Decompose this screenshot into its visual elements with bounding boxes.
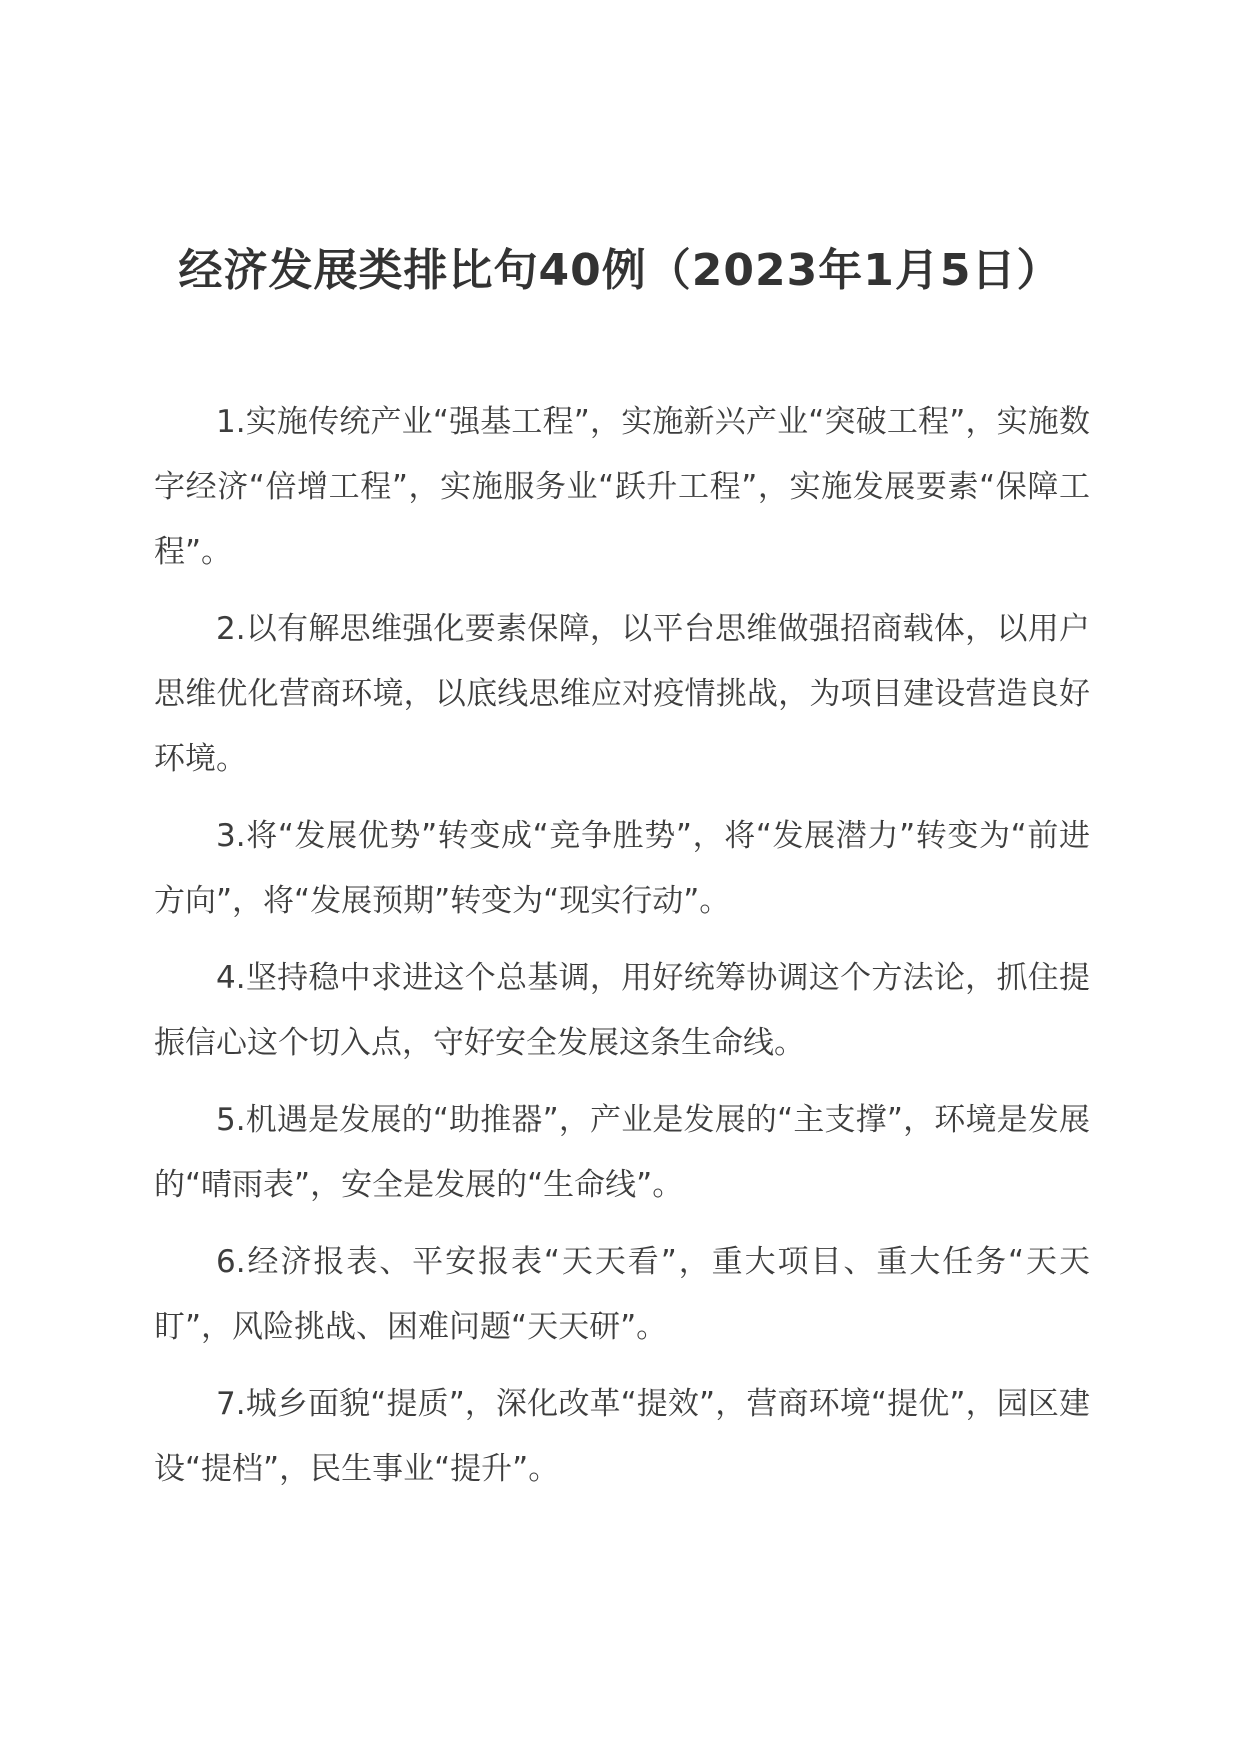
- document-title: 经济发展类排比句40例（2023年1月5日）: [178, 245, 1062, 296]
- paragraph-5: 5.机遇是发展的“助推器”，产业是发展的“主支撑”，环境是发展的“晴雨表”，安全是发展的“生命线”。: [154, 1102, 1090, 1203]
- document-body: [154, 390, 1090, 1514]
- paragraph-7: 7.城乡面貌“提质”，深化改革“提效”，营商环境“提优”，园区建设“提档”，民生事业“提升”。: [154, 1386, 1090, 1487]
- paragraph-6: 6.经济报表、平安报表“天天看”，重大项目、重大任务“天天盯”，风险挑战、困难问题“天天研”。: [154, 1244, 1090, 1345]
- paragraph-4: 4.坚持稳中求进这个总基调，用好统筹协调这个方法论，抓住提振信心这个切入点，守好安全发展这条生命线。: [154, 960, 1090, 1061]
- paragraph-3: 3.将“发展优势”转变成“竞争胜势”，将“发展潜力”转变为“前进方向”，将“发展预期”转变为“现实行动”。: [154, 818, 1090, 919]
- paragraph-1: 1.实施传统产业“强基工程”，实施新兴产业“突破工程”，实施数字经济“倍增工程”，实施服务业“跃升工程”，实施发展要素“保障工程”。: [154, 404, 1090, 570]
- paragraph-2: 2.以有解思维强化要素保障，以平台思维做强招商载体，以用户思维优化营商环境，以底线思维应对疫情挑战，为项目建设营造良好环境。: [154, 611, 1090, 777]
